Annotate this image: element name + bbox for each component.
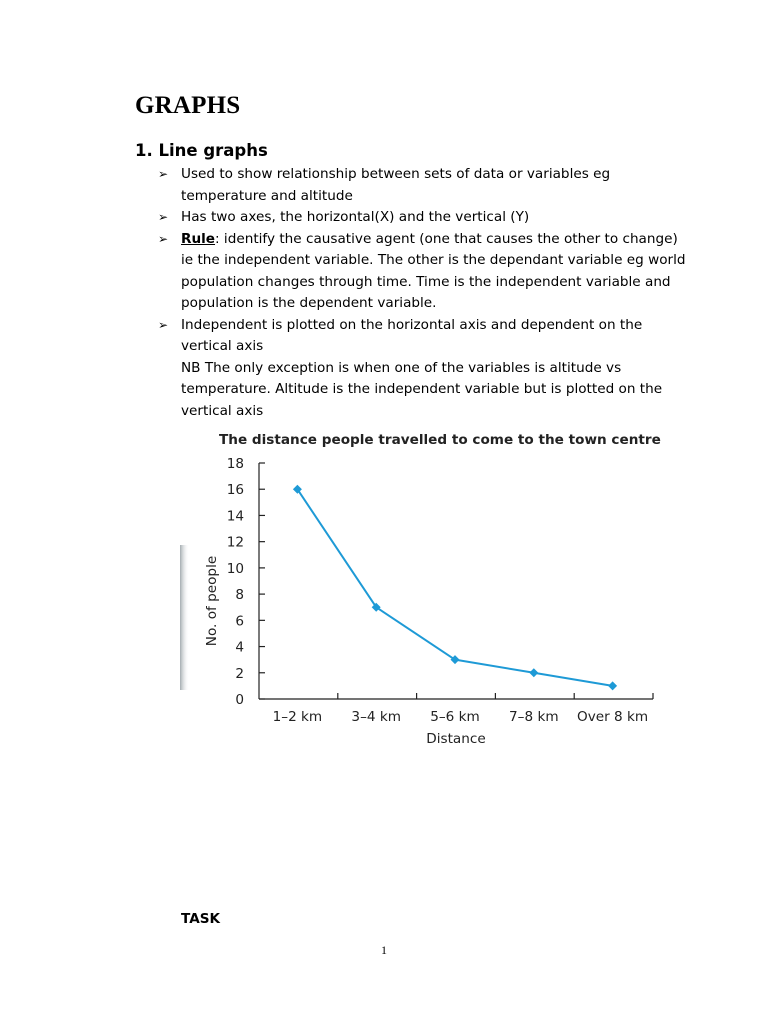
page-number: 1 — [381, 943, 387, 957]
x-tick-label: 7–8 km — [509, 709, 559, 725]
y-tick-label: 18 — [226, 456, 244, 472]
bullet-text: : identify the causative agent (one that causes the other to change) ie the independent variable. The other is the dependant variable eg world population changes through time. Time is the independent variable and population is the dependent variable. — [181, 230, 686, 311]
data-point-marker — [608, 681, 617, 690]
bullet-note: NB The only exception is when one of the variables is altitude vs temperature. Altitude is the independent variable but is plotted on the vertical axis — [181, 359, 663, 419]
bullet-item — [158, 164, 688, 207]
plot-area — [293, 485, 617, 691]
arrow-bullet-icon: ➢ — [158, 231, 169, 246]
y-tick-label: 14 — [226, 508, 244, 525]
chart-axes — [259, 463, 653, 699]
line-chart — [178, 425, 668, 760]
bullet-item — [158, 207, 688, 229]
bullet-item — [158, 315, 688, 423]
x-tick-label: 5–6 km — [430, 709, 480, 725]
rule-label: Rule — [181, 230, 216, 247]
scan-edge-shadow — [180, 545, 189, 690]
arrow-bullet-icon: ➢ — [158, 317, 169, 332]
y-tick-label: 12 — [226, 534, 244, 551]
bullet-text: Has two axes, the horizontal(X) and the vertical (Y) — [181, 209, 530, 225]
chart-title: The distance people travelled to come to the town centre — [219, 432, 661, 448]
bullet-text: Independent is plotted on the horizontal axis and dependent on the vertical axis — [181, 316, 643, 354]
x-tick-label: 1–2 km — [272, 709, 323, 725]
arrow-bullet-icon: ➢ — [158, 210, 169, 224]
bullet-rule-paragraph — [181, 229, 688, 315]
y-tick-label: 4 — [235, 639, 244, 656]
line-chart-figure — [178, 425, 668, 760]
y-axis-label: No. of people — [204, 555, 220, 647]
y-tick-label: 16 — [226, 482, 244, 499]
y-tick-label: 0 — [235, 692, 244, 708]
section-heading: 1. Line graphs — [135, 141, 268, 160]
x-axis-label: Distance — [426, 731, 486, 747]
data-point-marker — [529, 668, 538, 677]
arrow-bullet-icon: ➢ — [158, 167, 169, 181]
bullet-list — [158, 164, 688, 422]
y-tick-label: 6 — [235, 613, 244, 630]
bullet-item — [158, 229, 688, 315]
y-tick-label: 2 — [235, 665, 244, 682]
document-title: GRAPHS — [135, 92, 241, 119]
x-tick-label: Over 8 km — [577, 709, 649, 725]
x-axis-ticks — [273, 693, 653, 725]
x-tick-label: 3–4 km — [351, 709, 401, 725]
y-tick-label: 8 — [235, 587, 244, 604]
y-tick-label: 10 — [226, 560, 244, 577]
task-label: TASK — [181, 911, 221, 927]
bullet-text: Used to show relationship between sets of data or variables eg temperature and altitude — [181, 166, 611, 204]
